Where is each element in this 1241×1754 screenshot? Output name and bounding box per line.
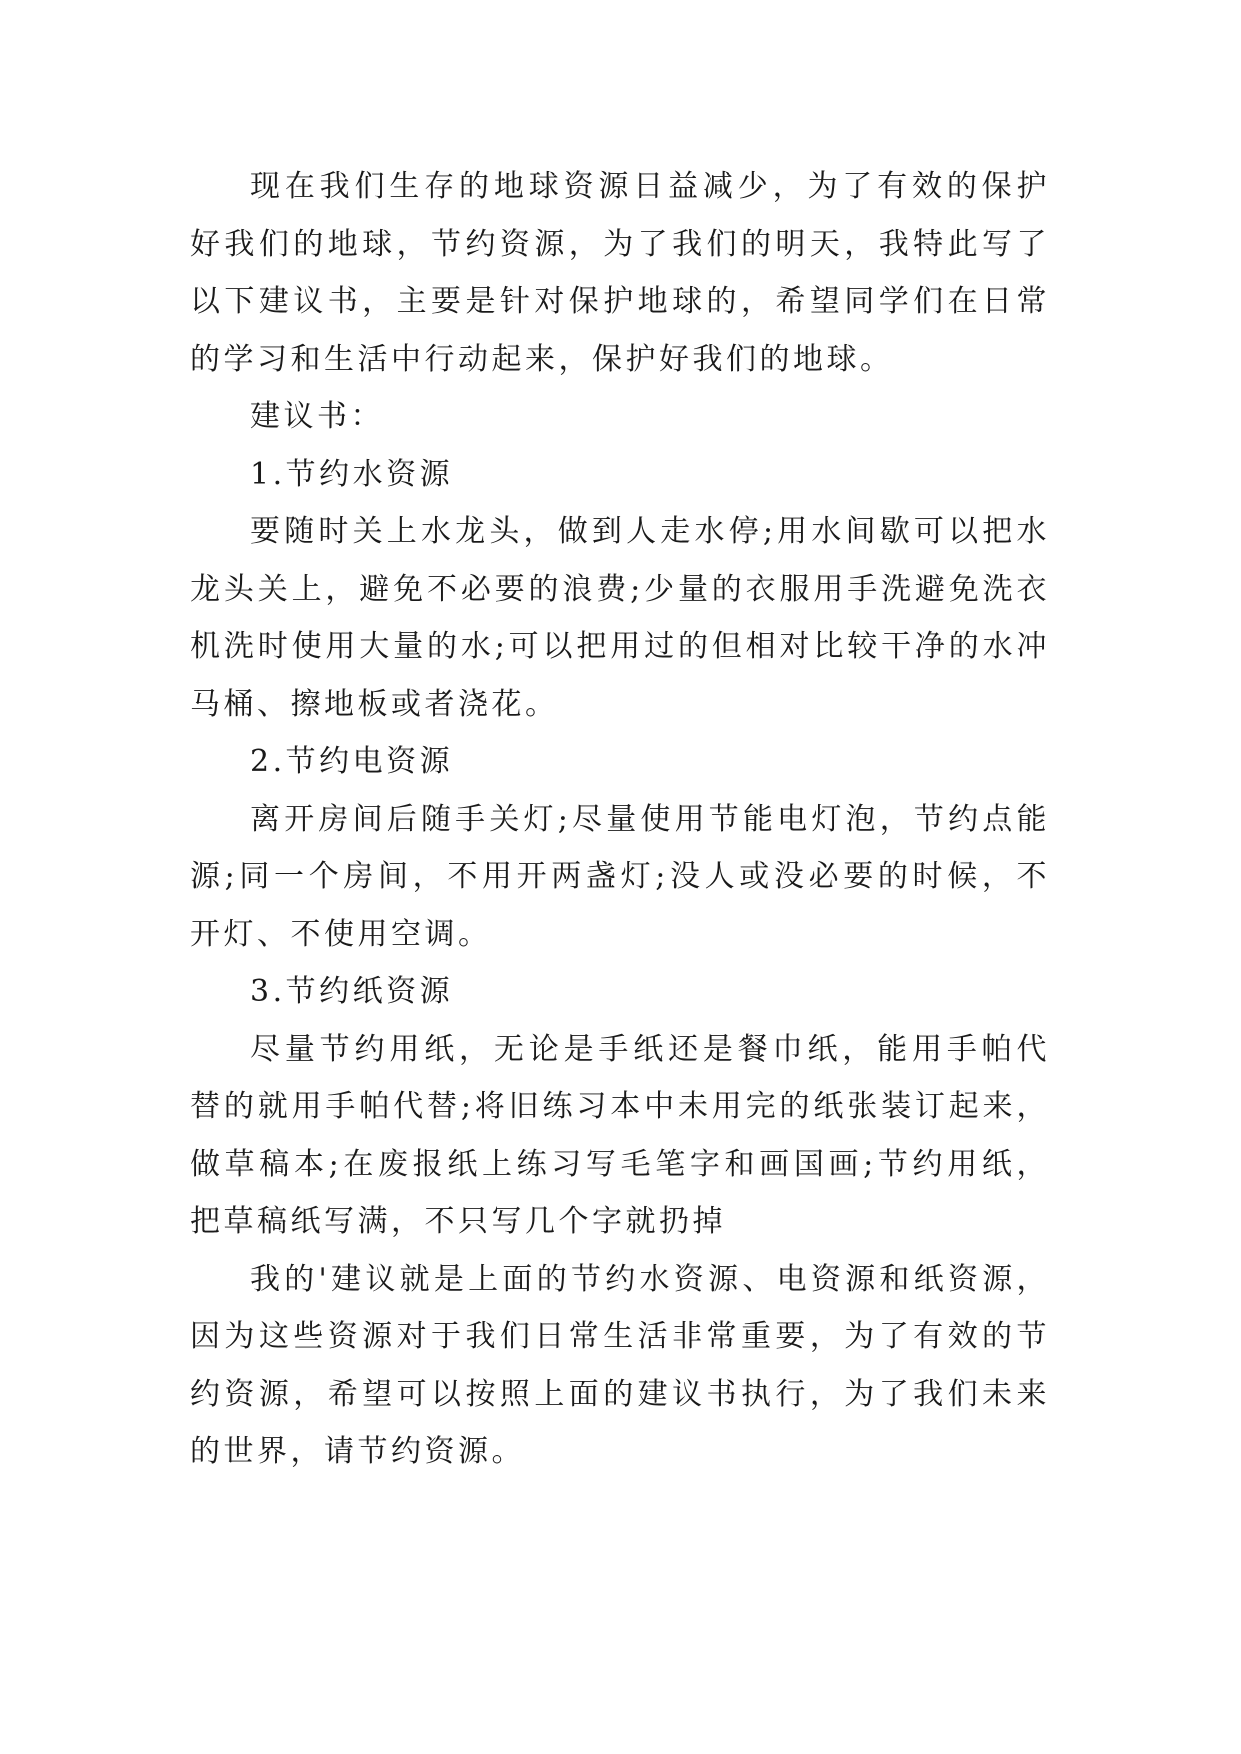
- document-body: [190, 158, 1050, 1481]
- section-heading-water: 1.节约水资源: [250, 456, 454, 492]
- conclusion-paragraph: 我的'建议就是上面的节约水资源、电资源和纸资源，因为这些资源对于我们日常生活非常重要，为了有效的节约资源，希望可以按照上面的建议书执行，为了我们未来的世界，请节约资源。: [190, 1261, 1050, 1469]
- electricity-paragraph: 离开房间后随手关灯;尽量使用节能电灯泡，节约点能源;同一个房间，不用开两盏灯;没人或没必要的时候，不开灯、不使用空调。: [190, 801, 1050, 952]
- proposal-heading: 建议书：: [250, 399, 384, 434]
- intro-paragraph: 现在我们生存的地球资源日益减少，为了有效的保护好我们的地球，节约资源，为了我们的明天，我特此写了以下建议书，主要是针对保护地球的，希望同学们在日常的学习和生活中行动起来，保护好我们的地球。: [190, 169, 1050, 377]
- water-paragraph: 要随时关上水龙头，做到人走水停;用水间歇可以把水龙头关上，避免不必要的浪费;少量的衣服用手洗避免洗衣机洗时使用大量的水;可以把用过的但相对比较干净的水冲马桶、擦地板或者浇花。: [190, 514, 1050, 722]
- section-heading-electricity: 2.节约电资源: [250, 744, 454, 779]
- section-heading-paper: 3.节约纸资源: [250, 974, 454, 1009]
- paper-paragraph: 尽量节约用纸，无论是手纸还是餐巾纸，能用手帕代替的就用手帕代替;将旧练习本中未用完的纸张装订起来，做草稿本;在废报纸上练习写毛笔字和画国画;节约用纸，把草稿纸写满，不只写几个字就扔掉: [190, 1031, 1050, 1239]
